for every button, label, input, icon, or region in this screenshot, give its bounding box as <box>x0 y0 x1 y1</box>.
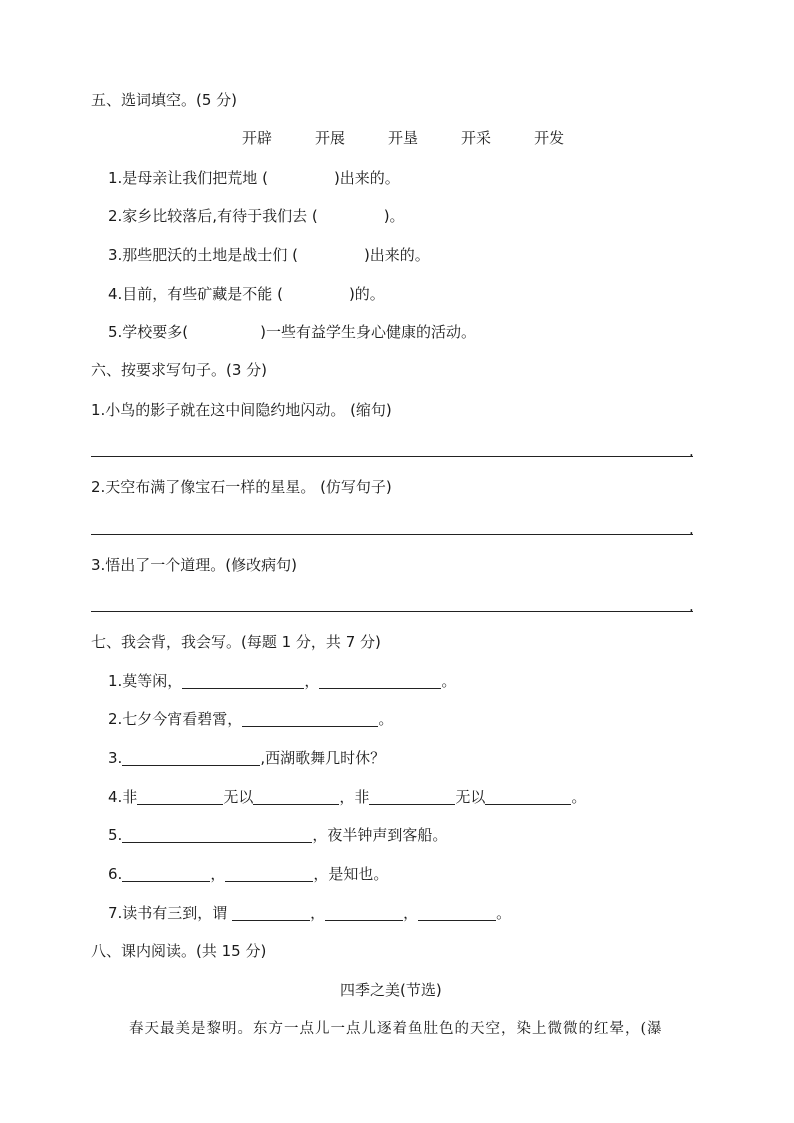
answer-blank[interactable] <box>137 792 223 805</box>
recite-text: 无以 <box>455 788 486 806</box>
recite-text: 。 <box>496 904 512 922</box>
recite-text: 3. <box>108 749 123 767</box>
recite-text: ， <box>310 904 326 922</box>
answer-blank[interactable] <box>318 220 384 221</box>
recite-text: ， <box>403 904 419 922</box>
answer-blank[interactable] <box>325 908 403 921</box>
fill-item-text: )出来的。 <box>333 169 400 187</box>
recite-text: 无以 <box>223 788 254 806</box>
recite-item-4 <box>108 787 586 807</box>
fill-item-text: 3.那些肥沃的土地是战士们 ( <box>108 246 298 264</box>
fill-item-text: )出来的。 <box>363 246 430 264</box>
word-choice: 开发 <box>534 129 565 147</box>
word-choice: 开采 <box>461 129 492 147</box>
recite-item-3 <box>108 748 385 768</box>
answer-blank[interactable] <box>122 830 312 843</box>
recite-item-1 <box>108 671 456 691</box>
recite-text: ， <box>210 865 226 883</box>
section-8-title: 八、课内阅读。(共 15 分) <box>91 942 267 960</box>
answer-blank[interactable] <box>283 298 349 299</box>
recite-item-6 <box>108 864 388 884</box>
answer-blank[interactable] <box>242 714 378 727</box>
answer-blank[interactable] <box>298 259 364 260</box>
period-mark: . <box>689 442 694 460</box>
fill-item-text: 2.家乡比较落后,有待于我们去 ( <box>108 207 318 225</box>
sentence-task-3: 3.悟出了一个道理。(修改病句) <box>91 556 298 574</box>
section-7-title: 七、我会背，我会写。(每题 1 分，共 7 分) <box>91 633 381 651</box>
word-choice: 开展 <box>315 129 346 147</box>
answer-blank[interactable] <box>268 182 334 183</box>
answer-blank[interactable] <box>232 908 310 921</box>
fill-item-text: 1.是母亲让我们把荒地 ( <box>108 169 268 187</box>
recite-item-2 <box>108 709 393 729</box>
fill-item-text: )。 <box>383 207 405 225</box>
fill-item-text: )一些有益学生身心健康的活动。 <box>260 323 477 341</box>
recite-item-7 <box>108 903 511 923</box>
fill-item-2 <box>108 206 405 226</box>
answer-line[interactable] <box>91 534 693 535</box>
answer-blank[interactable] <box>319 676 441 689</box>
recite-text: 5. <box>108 826 123 844</box>
word-choices <box>242 128 564 148</box>
word-choice: 开辟 <box>242 129 273 147</box>
answer-blank[interactable] <box>225 869 313 882</box>
answer-blank[interactable] <box>182 676 304 689</box>
fill-item-5 <box>108 322 476 342</box>
recite-text: ，夜半钟声到客船。 <box>312 826 448 844</box>
sentence-task-2: 2.天空布满了像宝石一样的星星。 (仿写句子) <box>91 478 392 496</box>
answer-blank[interactable] <box>418 908 496 921</box>
fill-item-3 <box>108 245 430 265</box>
answer-blank[interactable] <box>253 792 339 805</box>
passage-text: 春天最美是黎明。东方一点儿一点儿逐着鱼肚色的天空，染上微微的红晕，(瀑 <box>129 1021 663 1037</box>
sentence-task-1: 1.小鸟的影子就在这中间隐约地闪动。 (缩句) <box>91 401 392 419</box>
passage-title: 四季之美(节选) <box>340 981 442 999</box>
recite-text: 。 <box>571 788 587 806</box>
recite-text: ，非 <box>339 788 370 806</box>
recite-text: 7.读书有三到，谓 <box>108 904 233 922</box>
fill-item-text: )的。 <box>348 285 385 303</box>
fill-item-text: 4.目前，有些矿藏是不能 ( <box>108 285 283 303</box>
answer-blank[interactable] <box>188 336 260 337</box>
period-mark: . <box>689 597 694 615</box>
answer-blank[interactable] <box>122 753 260 766</box>
answer-line[interactable] <box>91 611 693 612</box>
recite-text: ， <box>304 672 320 690</box>
recite-text: 。 <box>378 710 394 728</box>
recite-text: 2.七夕今宵看碧霄， <box>108 710 243 728</box>
recite-text: ,西湖歌舞几时休？ <box>260 749 386 767</box>
answer-blank[interactable] <box>122 869 210 882</box>
fill-item-4 <box>108 284 385 304</box>
answer-blank[interactable] <box>485 792 571 805</box>
answer-blank[interactable] <box>369 792 455 805</box>
fill-item-text: 5.学校要多( <box>108 323 189 341</box>
recite-text: ，是知也。 <box>313 865 389 883</box>
section-5-title: 五、选词填空。(5 分) <box>91 91 238 109</box>
period-mark: . <box>689 520 694 538</box>
recite-text: 。 <box>441 672 457 690</box>
section-6-title: 六、按要求写句子。(3 分) <box>91 361 268 379</box>
answer-line[interactable] <box>91 456 693 457</box>
recite-text: 6. <box>108 865 123 883</box>
recite-text: 1.莫等闲， <box>108 672 183 690</box>
word-choice: 开垦 <box>388 129 419 147</box>
fill-item-1 <box>108 168 400 188</box>
recite-item-5 <box>108 825 447 845</box>
recite-text: 4.非 <box>108 788 138 806</box>
